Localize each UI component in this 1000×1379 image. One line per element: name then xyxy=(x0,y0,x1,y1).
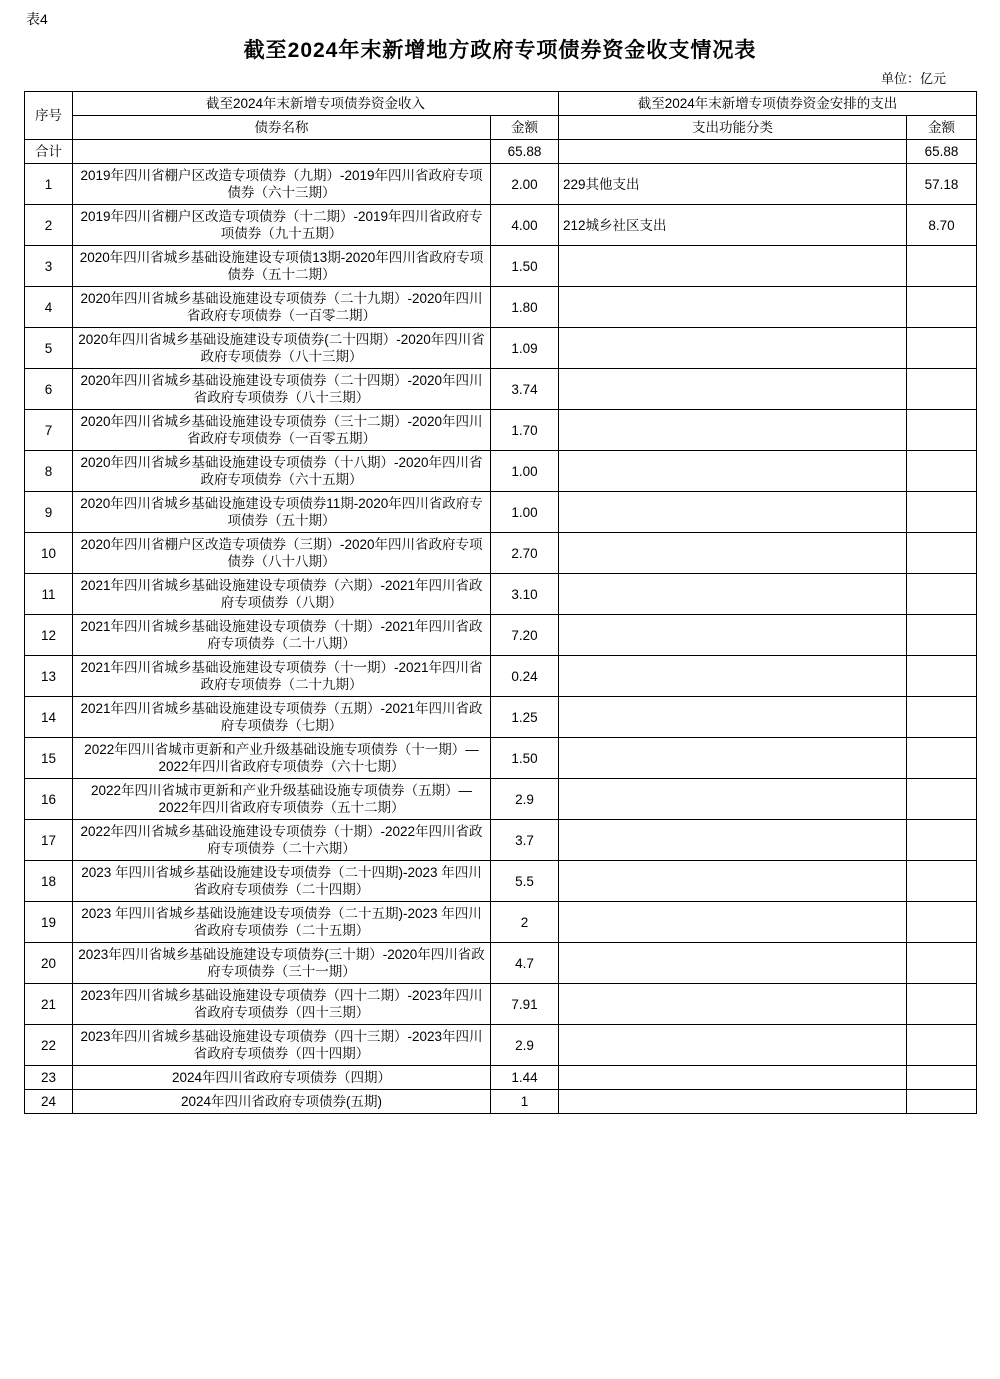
row-income-amount: 4.7 xyxy=(491,943,559,984)
row-expense-category xyxy=(559,574,907,615)
row-expense-amount xyxy=(907,410,977,451)
row-income-amount: 3.10 xyxy=(491,574,559,615)
row-expense-category xyxy=(559,410,907,451)
table-row xyxy=(25,1090,977,1114)
row-bond-name: 2020年四川省城乡基础设施建设专项债券11期-2020年四川省政府专项债券（五十期） xyxy=(73,492,491,533)
row-income-amount: 1.25 xyxy=(491,697,559,738)
row-expense-amount xyxy=(907,451,977,492)
row-seq: 12 xyxy=(25,615,73,656)
row-expense-amount xyxy=(907,738,977,779)
row-income-amount: 0.24 xyxy=(491,656,559,697)
row-seq: 19 xyxy=(25,902,73,943)
table-row xyxy=(25,738,977,779)
unit-note: 单位：亿元 xyxy=(880,71,946,86)
row-bond-name: 2020年四川省棚户区改造专项债券（三期）-2020年四川省政府专项债券（八十八期） xyxy=(73,533,491,574)
row-expense-amount xyxy=(907,533,977,574)
table-row xyxy=(25,697,977,738)
row-expense-amount xyxy=(907,492,977,533)
table-row xyxy=(25,369,977,410)
row-bond-name: 2023年四川省城乡基础设施建设专项债券（四十二期）-2023年四川省政府专项债券（四十三期） xyxy=(73,984,491,1025)
row-expense-amount xyxy=(907,246,977,287)
row-expense-category xyxy=(559,943,907,984)
table-row xyxy=(25,287,977,328)
row-seq: 11 xyxy=(25,574,73,615)
row-bond-name: 2020年四川省城乡基础设施建设专项债券（二十九期）-2020年四川省政府专项债券（一百零二期） xyxy=(73,287,491,328)
column-header-bond-name: 债券名称 xyxy=(73,116,491,140)
row-bond-name: 2020年四川省城乡基础设施建设专项债券(二十四期）-2020年四川省政府专项债券（八十三期） xyxy=(73,328,491,369)
row-expense-amount: 8.70 xyxy=(907,205,977,246)
row-seq: 4 xyxy=(25,287,73,328)
table-row xyxy=(25,410,977,451)
row-bond-name: 2024年四川省政府专项债券(五期) xyxy=(73,1090,491,1114)
row-expense-category: 229其他支出 xyxy=(559,164,907,205)
row-expense-category xyxy=(559,902,907,943)
row-expense-category: 212城乡社区支出 xyxy=(559,205,907,246)
row-expense-category xyxy=(559,328,907,369)
table-row xyxy=(25,205,977,246)
row-seq: 10 xyxy=(25,533,73,574)
table-row xyxy=(25,1025,977,1066)
row-income-amount: 7.91 xyxy=(491,984,559,1025)
table-row xyxy=(25,902,977,943)
table-row xyxy=(25,533,977,574)
row-expense-amount xyxy=(907,287,977,328)
row-expense-amount xyxy=(907,615,977,656)
row-expense-amount xyxy=(907,1025,977,1066)
row-seq: 7 xyxy=(25,410,73,451)
total-income-amount: 65.88 xyxy=(491,140,559,164)
row-expense-category xyxy=(559,369,907,410)
row-income-amount: 2.00 xyxy=(491,164,559,205)
total-bond-name xyxy=(73,140,491,164)
total-label: 合计 xyxy=(25,140,73,164)
row-bond-name: 2022年四川省城市更新和产业升级基础设施专项债券（十一期）—2022年四川省政府专项债券（六十七期） xyxy=(73,738,491,779)
table-row xyxy=(25,246,977,287)
row-bond-name: 2023 年四川省城乡基础设施建设专项债券（二十五期)-2023 年四川省政府专项债券（二十五期） xyxy=(73,902,491,943)
row-seq: 18 xyxy=(25,861,73,902)
table-header-row-2 xyxy=(25,116,977,140)
row-income-amount: 1.09 xyxy=(491,328,559,369)
table-row xyxy=(25,779,977,820)
row-expense-amount xyxy=(907,656,977,697)
row-seq: 23 xyxy=(25,1066,73,1090)
row-income-amount: 2.9 xyxy=(491,1025,559,1066)
row-expense-category xyxy=(559,1066,907,1090)
page-title: 截至2024年末新增地方政府专项债券资金收支情况表 xyxy=(243,39,757,62)
row-expense-amount xyxy=(907,1066,977,1090)
row-income-amount: 4.00 xyxy=(491,205,559,246)
row-expense-amount xyxy=(907,861,977,902)
row-expense-amount xyxy=(907,902,977,943)
total-expense-amount: 65.88 xyxy=(907,140,977,164)
total-expense-category xyxy=(559,140,907,164)
row-bond-name: 2022年四川省城市更新和产业升级基础设施专项债券（五期）—2022年四川省政府专项债券（五十二期） xyxy=(73,779,491,820)
row-seq: 5 xyxy=(25,328,73,369)
row-expense-amount xyxy=(907,574,977,615)
row-expense-amount xyxy=(907,943,977,984)
table-row xyxy=(25,984,977,1025)
row-seq: 14 xyxy=(25,697,73,738)
row-income-amount: 1.70 xyxy=(491,410,559,451)
row-expense-category xyxy=(559,246,907,287)
row-income-amount: 1.00 xyxy=(491,492,559,533)
table-row xyxy=(25,820,977,861)
bond-funds-table xyxy=(24,91,977,1114)
table-row xyxy=(25,943,977,984)
row-expense-category xyxy=(559,656,907,697)
row-bond-name: 2020年四川省城乡基础设施建设专项债券（三十二期）-2020年四川省政府专项债券（一百零五期） xyxy=(73,410,491,451)
table-row xyxy=(25,656,977,697)
row-income-amount: 1.50 xyxy=(491,738,559,779)
table-row xyxy=(25,328,977,369)
row-seq: 6 xyxy=(25,369,73,410)
row-expense-amount xyxy=(907,369,977,410)
table-row xyxy=(25,861,977,902)
row-seq: 2 xyxy=(25,205,73,246)
row-bond-name: 2021年四川省城乡基础设施建设专项债券（十期）-2021年四川省政府专项债券（二十八期） xyxy=(73,615,491,656)
row-bond-name: 2019年四川省棚户区改造专项债券（九期）-2019年四川省政府专项债券（六十三期） xyxy=(73,164,491,205)
table-row xyxy=(25,492,977,533)
row-income-amount: 2.9 xyxy=(491,779,559,820)
column-header-expense-category: 支出功能分类 xyxy=(559,116,907,140)
table-header xyxy=(25,92,977,140)
row-expense-category xyxy=(559,861,907,902)
row-income-amount: 2.70 xyxy=(491,533,559,574)
row-seq: 1 xyxy=(25,164,73,205)
row-bond-name: 2021年四川省城乡基础设施建设专项债券（五期）-2021年四川省政府专项债券（七期） xyxy=(73,697,491,738)
row-bond-name: 2020年四川省城乡基础设施建设专项债券（二十四期）-2020年四川省政府专项债券（八十三期） xyxy=(73,369,491,410)
row-bond-name: 2024年四川省政府专项债券（四期） xyxy=(73,1066,491,1090)
row-income-amount: 3.7 xyxy=(491,820,559,861)
column-header-income-group: 截至2024年末新增专项债券资金收入 xyxy=(73,92,559,116)
table-row xyxy=(25,164,977,205)
table-row-total xyxy=(25,140,977,164)
row-expense-amount xyxy=(907,697,977,738)
row-bond-name: 2020年四川省城乡基础设施建设专项债券（十八期）-2020年四川省政府专项债券（六十五期） xyxy=(73,451,491,492)
table-row xyxy=(25,1066,977,1090)
row-income-amount: 5.5 xyxy=(491,861,559,902)
row-seq: 13 xyxy=(25,656,73,697)
row-income-amount: 1.00 xyxy=(491,451,559,492)
row-bond-name: 2020年四川省城乡基础设施建设专项债13期-2020年四川省政府专项债券（五十二期） xyxy=(73,246,491,287)
row-expense-amount xyxy=(907,779,977,820)
row-income-amount: 2 xyxy=(491,902,559,943)
row-expense-category xyxy=(559,492,907,533)
row-income-amount: 1 xyxy=(491,1090,559,1114)
row-seq: 22 xyxy=(25,1025,73,1066)
row-income-amount: 1.50 xyxy=(491,246,559,287)
row-expense-amount xyxy=(907,1090,977,1114)
row-bond-name: 2021年四川省城乡基础设施建设专项债券（六期）-2021年四川省政府专项债券（八期） xyxy=(73,574,491,615)
table-body xyxy=(25,140,977,1114)
column-header-expense-amount: 金额 xyxy=(907,116,977,140)
row-expense-category xyxy=(559,738,907,779)
row-expense-category xyxy=(559,779,907,820)
row-expense-category xyxy=(559,1025,907,1066)
row-expense-category xyxy=(559,615,907,656)
row-expense-category xyxy=(559,451,907,492)
row-seq: 16 xyxy=(25,779,73,820)
row-seq: 3 xyxy=(25,246,73,287)
row-bond-name: 2023年四川省城乡基础设施建设专项债券(三十期）-2020年四川省政府专项债券（三十一期） xyxy=(73,943,491,984)
row-seq: 24 xyxy=(25,1090,73,1114)
row-seq: 8 xyxy=(25,451,73,492)
row-expense-category xyxy=(559,533,907,574)
row-expense-category xyxy=(559,287,907,328)
table-header-row-1 xyxy=(25,92,977,116)
row-seq: 15 xyxy=(25,738,73,779)
row-seq: 9 xyxy=(25,492,73,533)
row-seq: 21 xyxy=(25,984,73,1025)
table-row xyxy=(25,574,977,615)
row-income-amount: 3.74 xyxy=(491,369,559,410)
column-header-income-amount: 金额 xyxy=(491,116,559,140)
sheet-label: 表4 xyxy=(26,11,48,27)
row-expense-category xyxy=(559,984,907,1025)
row-expense-category xyxy=(559,1090,907,1114)
row-bond-name: 2023年四川省城乡基础设施建设专项债券（四十三期）-2023年四川省政府专项债券（四十四期） xyxy=(73,1025,491,1066)
row-income-amount: 7.20 xyxy=(491,615,559,656)
column-header-seq: 序号 xyxy=(25,92,73,140)
row-income-amount: 1.44 xyxy=(491,1066,559,1090)
row-bond-name: 2023 年四川省城乡基础设施建设专项债券（二十四期)-2023 年四川省政府专项债券（二十四期） xyxy=(73,861,491,902)
row-expense-category xyxy=(559,820,907,861)
table-row xyxy=(25,615,977,656)
row-bond-name: 2021年四川省城乡基础设施建设专项债券（十一期）-2021年四川省政府专项债券（二十九期） xyxy=(73,656,491,697)
row-expense-amount: 57.18 xyxy=(907,164,977,205)
row-expense-amount xyxy=(907,328,977,369)
row-seq: 20 xyxy=(25,943,73,984)
row-income-amount: 1.80 xyxy=(491,287,559,328)
row-seq: 17 xyxy=(25,820,73,861)
column-header-expense-group: 截至2024年末新增专项债券资金安排的支出 xyxy=(559,92,977,116)
row-bond-name: 2022年四川省城乡基础设施建设专项债券（十期）-2022年四川省政府专项债券（二十六期） xyxy=(73,820,491,861)
row-bond-name: 2019年四川省棚户区改造专项债券（十二期）-2019年四川省政府专项债券（九十五期） xyxy=(73,205,491,246)
row-expense-category xyxy=(559,697,907,738)
table-row xyxy=(25,451,977,492)
row-expense-amount xyxy=(907,820,977,861)
row-expense-amount xyxy=(907,984,977,1025)
